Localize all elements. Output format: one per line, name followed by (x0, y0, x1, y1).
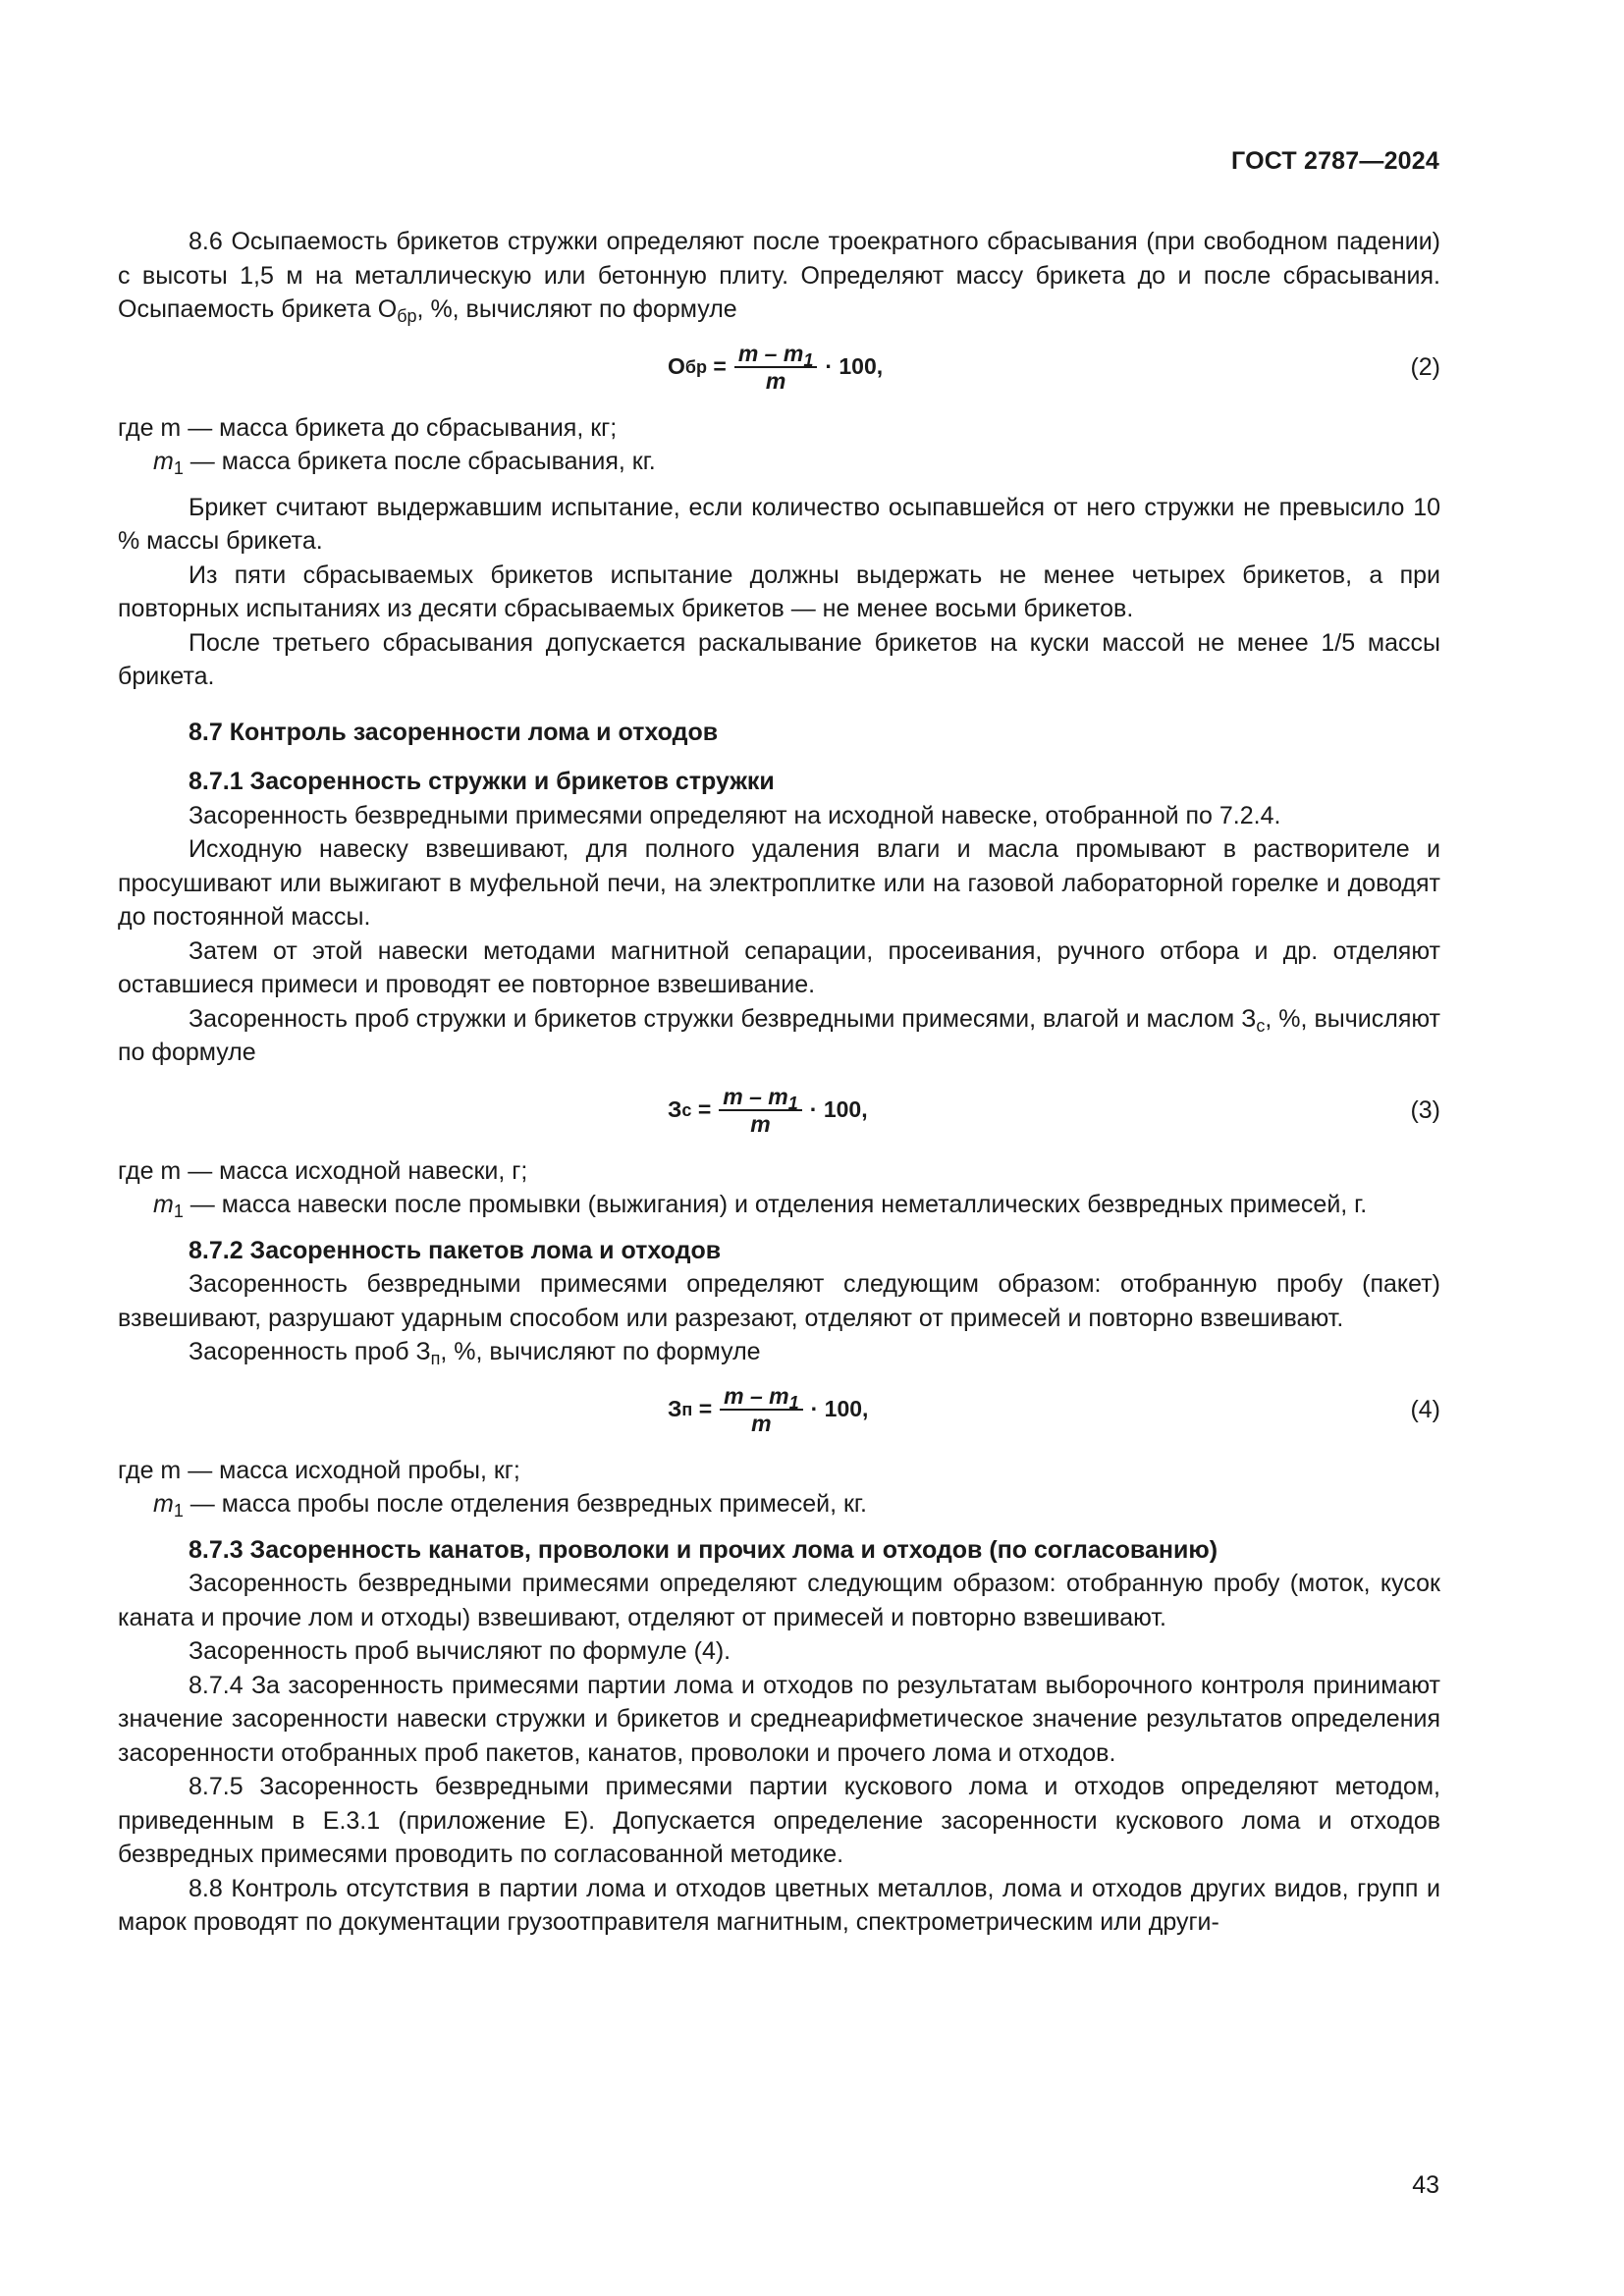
page-number: 43 (1412, 2171, 1439, 2199)
formula-4-body: З п = $\frac{m - m_1}{m}$ · 100, (668, 1382, 869, 1436)
formula-3-number: (3) (1410, 1095, 1440, 1124)
where-2-m1: $m_1$ — масса брикета после сбрасывания, кг. (153, 448, 656, 478)
formula-2-number: (2) (1410, 352, 1440, 381)
paragraph-8-7-4: 8.7.4 За засоренность примесями партии лома и отходов по результатам выборочного контроля принимают значение засоренности навески стружки и брикетов и среднеарифметическое значение результатов определения засоренности отобранных проб пакетов, канатов, проволоки и прочего лома и отходов. (118, 1671, 1440, 1767)
formula-2 (118, 337, 1440, 398)
paragraph-8-7-1-d: Засоренность проб стружки и брикетов стружки безвредными примесями, влагой и маслом $З_с$, %, вычисляют по формуле (118, 1004, 1441, 1066)
formula-4-fraction: $\frac{m - m_1}{m}$ (720, 1383, 803, 1436)
paragraph-8-7-3-a: Засоренность безвредными примесями определяют следующим образом: отобранную пробу (моток, кусок каната и прочие лом и отходы) взвешивают, отделяют от примесей и повторно взвешивают. (118, 1570, 1440, 1631)
formula-4 (118, 1379, 1440, 1440)
where-3-m: где m — масса исходной навески, г; (118, 1156, 528, 1185)
paragraph-briket-1: Брикет считают выдержавшим испытание, если количество осыпавшейся от него стружки не превысило 10 % массы брикета. (118, 493, 1440, 555)
where-4-m: где m — масса исходной пробы, кг; (118, 1456, 520, 1484)
heading-8-7: 8.7 Контроль засоренности лома и отходов (189, 718, 719, 746)
paragraph-8-8: 8.8 Контроль отсутствия в партии лома и отходов цветных металлов, лома и отходов других видов, групп и марок проводят по документации грузоотправителя магнитным, спектрометрическим или други- (118, 1874, 1440, 1936)
paragraph-8-7-1-b: Исходную навеску взвешивают, для полного удаления влаги и масла промывают в растворителе и просушивают или выжигают в муфельной печи, на электроплитке или на газовой лабораторной горелке и доводят до постоянной массы. (118, 835, 1440, 931)
heading-8-7-2: 8.7.2 Засоренность пакетов лома и отходов (189, 1236, 722, 1264)
paragraph-8-7-2-b: Засоренность проб $З_п$, %, вычисляют по формуле (189, 1338, 761, 1368)
formula-3 (118, 1080, 1440, 1141)
paragraph-8-7-5: 8.7.5 Засоренность безвредными примесями партии кускового лома и отходов определяют методом, приведенным в Е.3.1 (приложение Е). Допускается определение засоренности кускового лома и отходов безвредных примесями проводить по согласованной методике. (118, 1773, 1440, 1868)
formula-3-fraction: $\frac{m - m_1}{m}$ (719, 1084, 802, 1137)
paragraph-8-7-2-a: Засоренность безвредными примесями определяют следующим образом: отобранную пробу (пакет) взвешивают, разрушают ударным способом или разрезают, отделяют от примесей и повторно взвешивают. (118, 1270, 1440, 1332)
formula-3-body: З с = $\frac{m - m_1}{m}$ · 100, (668, 1083, 868, 1137)
paragraph-8-7-1-c: Затем от этой навески методами магнитной сепарации, просеивания, ручного отбора и др. отделяют оставшиеся примеси и проводят ее повторное взвешивание. (118, 936, 1440, 998)
where-4-m1: $m_1$ — масса пробы после отделения безвредных примесей, кг. (153, 1490, 867, 1521)
where-3-m1: $m_1$ — масса навески после промывки (выжигания) и отделения неметаллических безвредных примесей, г. (153, 1191, 1368, 1221)
formula-2-body: О бр = $\frac{m - m_1}{m}$ · 100, (668, 340, 884, 394)
heading-8-7-3: 8.7.3 Засоренность канатов, проволоки и прочих лома и отходов (по согласованию) (189, 1535, 1218, 1564)
document-header: ГОСТ 2787—2024 (1231, 147, 1439, 175)
document-body (118, 225, 1440, 1940)
formula-2-fraction: $\frac{m - m_1}{m}$ (734, 341, 818, 394)
paragraph-8-6: 8.6 Осыпаемость брикетов стружки определяют после троекратного сбрасывания (при свободном падении) с высоты 1,5 м на металлическую или бетонную плиту. Определяют массу брикета до и после сбрасывания. Осыпаемость брикета $О_{бр}$, %, вычисляют по формуле (118, 228, 1440, 326)
paragraph-briket-2: Из пяти сбрасываемых брикетов испытание должны выдержать не менее четырех брикетов, а при повторных испытаниях из десяти сбрасываемых брикетов — не менее восьми брикетов. (118, 561, 1440, 622)
paragraph-8-7-3-b: Засоренность проб вычисляют по формуле (4). (189, 1637, 731, 1665)
paragraph-briket-3: После третьего сбрасывания допускается раскалывание брикетов на куски массой не менее 1/5 массы брикета. (118, 628, 1440, 690)
paragraph-8-7-1-a: Засоренность безвредными примесями определяют на исходной навеске, отобранной по 7.2.4. (189, 801, 1281, 829)
where-2-m: где m — масса брикета до сбрасывания, кг; (118, 413, 618, 442)
heading-8-7-1: 8.7.1 Засоренность стружки и брикетов стружки (189, 768, 775, 795)
formula-4-number: (4) (1410, 1395, 1440, 1423)
